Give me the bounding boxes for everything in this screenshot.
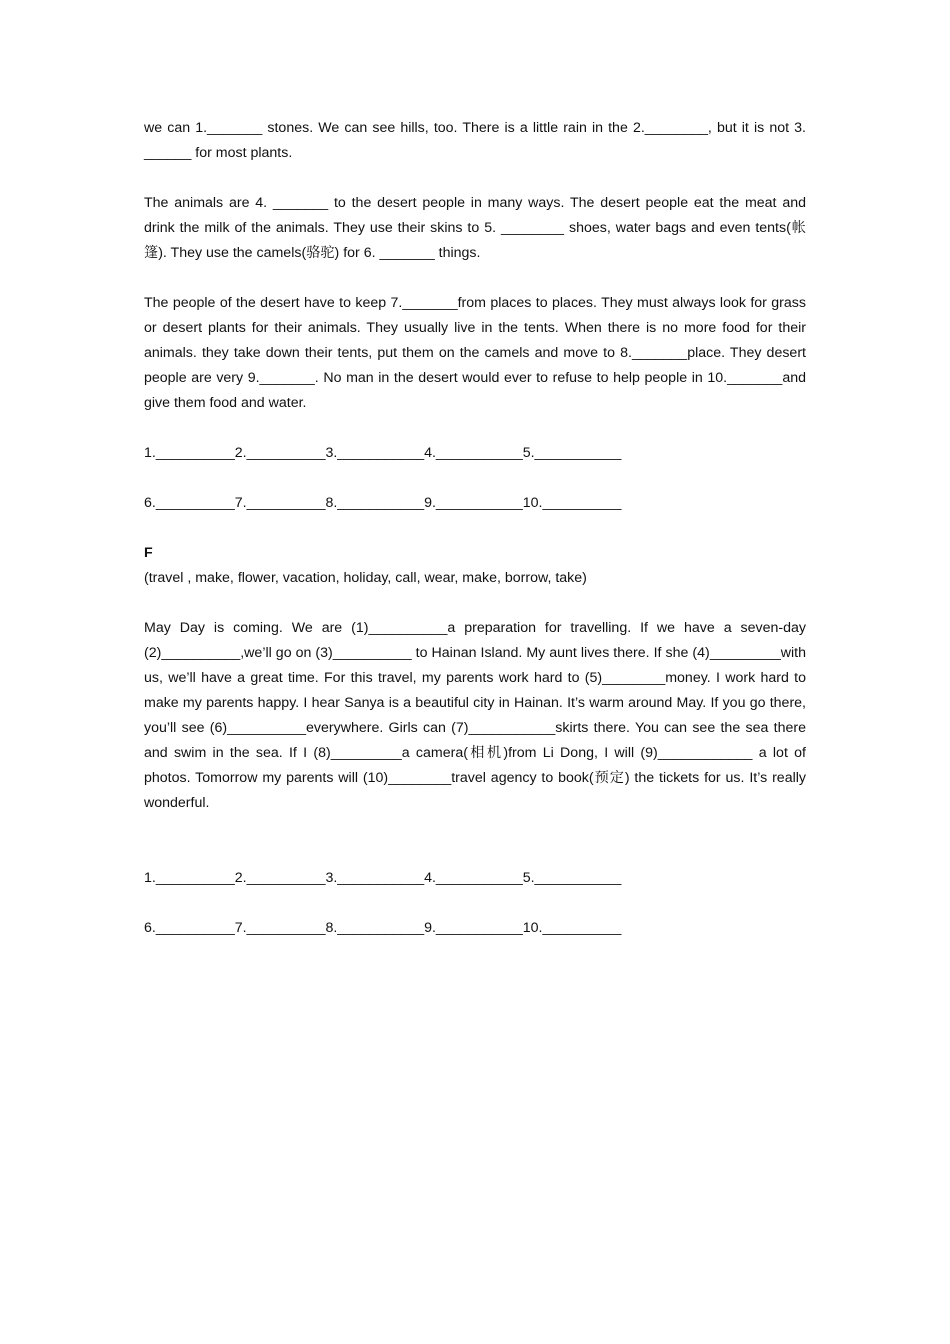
spacer bbox=[144, 816, 806, 866]
worksheet-page bbox=[144, 116, 806, 941]
section-f-heading: F bbox=[144, 545, 153, 561]
may-day-paragraph: May Day is coming. We are (1)__________a preparation for travelling. If we have a seven-day (2)__________,we’ll go on (3)__________ to Hainan Island. My aunt lives there. If she (4)_________with us, we’ll have a great time. For this travel, my parents work hard to (5)________money. I work hard to make my parents happy. I hear Sanya is a beautiful city in Hainan. It’s warm around May. If you go there, you’ll see (6)__________everywhere. Girls can (7)___________skirts there. You can see the sea there and swim in the sea. If I (8)_________a camera(相机)from Li Dong, I will (9)____________ a lot of photos. Tomorrow my parents will (10)________travel agency to book(预定) the tickets for us. It’s really wonderful. bbox=[144, 620, 806, 811]
desert-paragraph-3: The people of the desert have to keep 7._______from places to places. They must always look for grass or desert plants for their animals. They usually live in the tents. When there is no more food for their animals. they take down their tents, put them on the camels and move to 8._______place. They desert people are very 9._______. No man in the desert would ever to refuse to help people in 10._______and give them food and water. bbox=[144, 295, 806, 411]
spacer bbox=[144, 516, 806, 541]
spacer bbox=[144, 266, 806, 291]
answer-blanks-row-1: 1.__________2.__________3.___________4.___________5.___________ bbox=[144, 870, 622, 886]
spacer bbox=[144, 891, 806, 916]
desert-paragraph-2: The animals are 4. _______ to the desert people in many ways. The desert people eat the meat and drink the milk of the animals. They use their skins to 5. ________ shoes, water bags and even tents(帐篷). They use the camels(骆驼) for 6. _______ things. bbox=[144, 195, 806, 261]
desert-paragraph-1: we can 1._______ stones. We can see hills, too. There is a little rain in the 2.________, but it is not 3. ______ for most plants. bbox=[144, 120, 806, 161]
spacer bbox=[144, 166, 806, 191]
word-bank: (travel , make, flower, vacation, holiday, call, wear, make, borrow, take) bbox=[144, 570, 587, 586]
answer-blanks-row-2: 6.__________7.__________8.___________9.___________10.__________ bbox=[144, 920, 622, 936]
spacer bbox=[144, 416, 806, 441]
answer-blanks-row-1: 1.__________2.__________3.___________4.___________5.___________ bbox=[144, 445, 622, 461]
spacer bbox=[144, 591, 806, 616]
answer-blanks-row-2: 6.__________7.__________8.___________9.___________10.__________ bbox=[144, 495, 622, 511]
spacer bbox=[144, 466, 806, 491]
